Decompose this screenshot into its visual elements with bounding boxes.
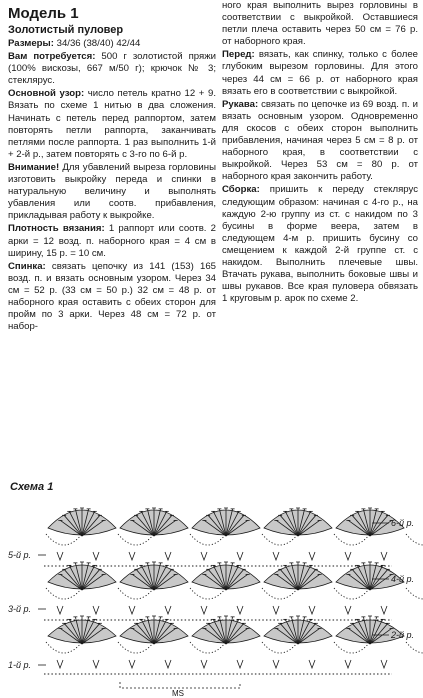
row-label-left: 3-й р. xyxy=(8,604,32,614)
row-label-left: 5-й р. xyxy=(8,550,32,560)
chain-arc xyxy=(190,642,226,653)
v-stitch xyxy=(309,552,315,560)
right-paragraph xyxy=(222,0,418,48)
left-paragraph-text: число петель кратно 12 + 9. Вязать по схеме 1 нитью в два сложения. Начинать с петель перед раппортом, затем повторять петли раппорта, заканчивать петлями после раппорта. 1 раз выполнить 1-й + 2-й р., затем повторять с 3-го по 6-й р. xyxy=(8,88,216,160)
v-stitch xyxy=(93,660,99,668)
v-stitch xyxy=(381,552,387,560)
v-stitch xyxy=(129,606,135,614)
v-stitch xyxy=(165,606,171,614)
right-column xyxy=(222,0,418,305)
chain-arc xyxy=(406,534,423,545)
v-stitch xyxy=(93,606,99,614)
v-stitch xyxy=(381,660,387,668)
v-stitch xyxy=(381,606,387,614)
rapport-bracket xyxy=(120,682,240,688)
v-stitch xyxy=(309,606,315,614)
right-paragraphs xyxy=(222,0,418,305)
left-paragraph xyxy=(8,88,216,161)
v-stitch xyxy=(129,660,135,668)
left-paragraph-label: Внимание! xyxy=(8,161,60,173)
left-paragraph xyxy=(8,261,216,334)
right-paragraph-label: Сборка: xyxy=(222,184,260,196)
chain-arc xyxy=(46,642,82,653)
left-paragraph-text: 500 г золотистой пряжи (100% вискозы, 667 м/50 г); крючок № 3; стеклярус. xyxy=(8,51,216,87)
chain-arc xyxy=(46,534,82,545)
row-label-right: 4-й р. xyxy=(391,574,415,584)
v-stitch xyxy=(309,660,315,668)
left-paragraph-text: 1 раппорт или соотв. 2 арки = 12 возд. п. наборного края = 4 см в ширину, 15 р. = 10 см. xyxy=(8,223,216,259)
right-paragraph-text: связать по цепочке из 69 возд. п. и вязать основным узором. Одновременно для скосов с обеих сторон выполнить прибавления, начиная через 5 см = 8 р. от наборного края, в соответствии с выкройкой. Через 53 см = 80 р. от наборного края закончить работу. xyxy=(222,98,418,183)
chain-arc xyxy=(190,534,226,545)
left-paragraphs xyxy=(8,38,216,333)
chain-arc xyxy=(190,588,226,599)
left-paragraph-label: Вам потребуется: xyxy=(8,51,96,63)
v-stitch xyxy=(345,606,351,614)
v-stitch xyxy=(57,606,63,614)
right-paragraph xyxy=(222,49,418,97)
v-stitch xyxy=(201,660,207,668)
rapport-label: MS xyxy=(172,689,184,698)
crochet-diagram-section xyxy=(0,476,423,698)
v-stitch xyxy=(201,606,207,614)
v-stitch xyxy=(345,552,351,560)
v-stitch xyxy=(273,606,279,614)
row-label-right: 6-й р. xyxy=(391,518,415,528)
left-paragraph xyxy=(8,51,216,87)
chain-arc xyxy=(46,588,82,599)
chain-arc xyxy=(118,642,154,653)
chain-arc xyxy=(262,534,298,545)
left-paragraph-label: Основной узор: xyxy=(8,88,85,100)
chain-arc xyxy=(406,642,423,653)
v-stitch xyxy=(129,552,135,560)
right-paragraph xyxy=(222,99,418,184)
left-paragraph xyxy=(8,223,216,259)
right-paragraph-text: ного края выполнить вырез горловины в соответствии с выкройкой. Оставшиеся петли плеча оставить через 50 см = 76 р. от наборного края. xyxy=(222,0,418,48)
v-stitch xyxy=(273,660,279,668)
v-stitch xyxy=(165,552,171,560)
chain-arc xyxy=(334,588,370,599)
left-paragraph-label: Плотность вязания: xyxy=(8,223,105,235)
v-stitch xyxy=(93,552,99,560)
pattern-title: Модель 1 xyxy=(8,5,79,22)
chain-arc xyxy=(118,588,154,599)
v-stitch xyxy=(345,660,351,668)
chain-arc xyxy=(262,642,298,653)
chain-arc xyxy=(262,588,298,599)
left-paragraph xyxy=(8,38,216,50)
right-paragraph-text: пришить к переду стеклярус следующим образом: начиная с 4-го р., на каждую 2-ю группу из ст. с накидом по 3 бусины в форме веера, затем в следующем 4-м р. пришить бусину со смещением к каждой 2-й группе ст. с накидом. Выполнить плечевые швы. Втачать рукава, выполнить боковые швы и швы рукавов. Все края пуловера обвязать 1 круговым р. арок по схеме 2. xyxy=(222,184,418,305)
left-paragraph-label: Спинка: xyxy=(8,260,46,272)
v-stitch xyxy=(57,552,63,560)
chain-arc xyxy=(334,642,370,653)
right-paragraph-label: Перед: xyxy=(222,49,255,61)
row-label-right: 2-й р. xyxy=(391,630,415,640)
v-stitch xyxy=(237,660,243,668)
left-paragraph xyxy=(8,162,216,222)
chain-arc xyxy=(406,588,423,599)
right-paragraph-label: Рукава: xyxy=(222,98,259,110)
left-paragraph-text: 34/36 (38/40) 42/44 xyxy=(53,38,141,49)
chain-arc xyxy=(118,534,154,545)
left-paragraph-label: Размеры: xyxy=(8,38,54,49)
left-paragraph-text: связать цепочку из 141 (153) 165 возд. п. и вязать основным узором. Через 34 см = 52 р. (33 см = 50 р.) 32 см = 48 р. от наборного края оставить с обеих сторон для пройм по 3 арки. Через 48 см = 72 р. от набор- xyxy=(8,260,216,333)
v-stitch xyxy=(237,552,243,560)
v-stitch xyxy=(165,660,171,668)
row-label-left: 1-й р. xyxy=(8,660,32,670)
crochet-chart xyxy=(0,476,423,698)
v-stitch xyxy=(273,552,279,560)
v-stitch xyxy=(237,606,243,614)
right-paragraph-text: вязать, как спинку, только с более глубоким вырезом горловины. Для этого через 44 см = 66 р. от наборного края вязать его в соответствии с выкройкой. xyxy=(222,49,418,97)
scheme-title: Схема 1 xyxy=(10,481,54,493)
v-stitch xyxy=(57,660,63,668)
pattern-subtitle: Золотистый пуловер xyxy=(8,24,124,36)
left-paragraph-text: Для убавлений выреза горловины изготовить выкройку переда и спинки в натуральную величину и выполнять убавления или соотв. прибавления, прикладывая работу к выкройке. xyxy=(8,161,216,222)
left-column xyxy=(8,0,216,333)
v-stitch xyxy=(201,552,207,560)
right-paragraph xyxy=(222,184,418,305)
chain-arc xyxy=(334,534,370,545)
